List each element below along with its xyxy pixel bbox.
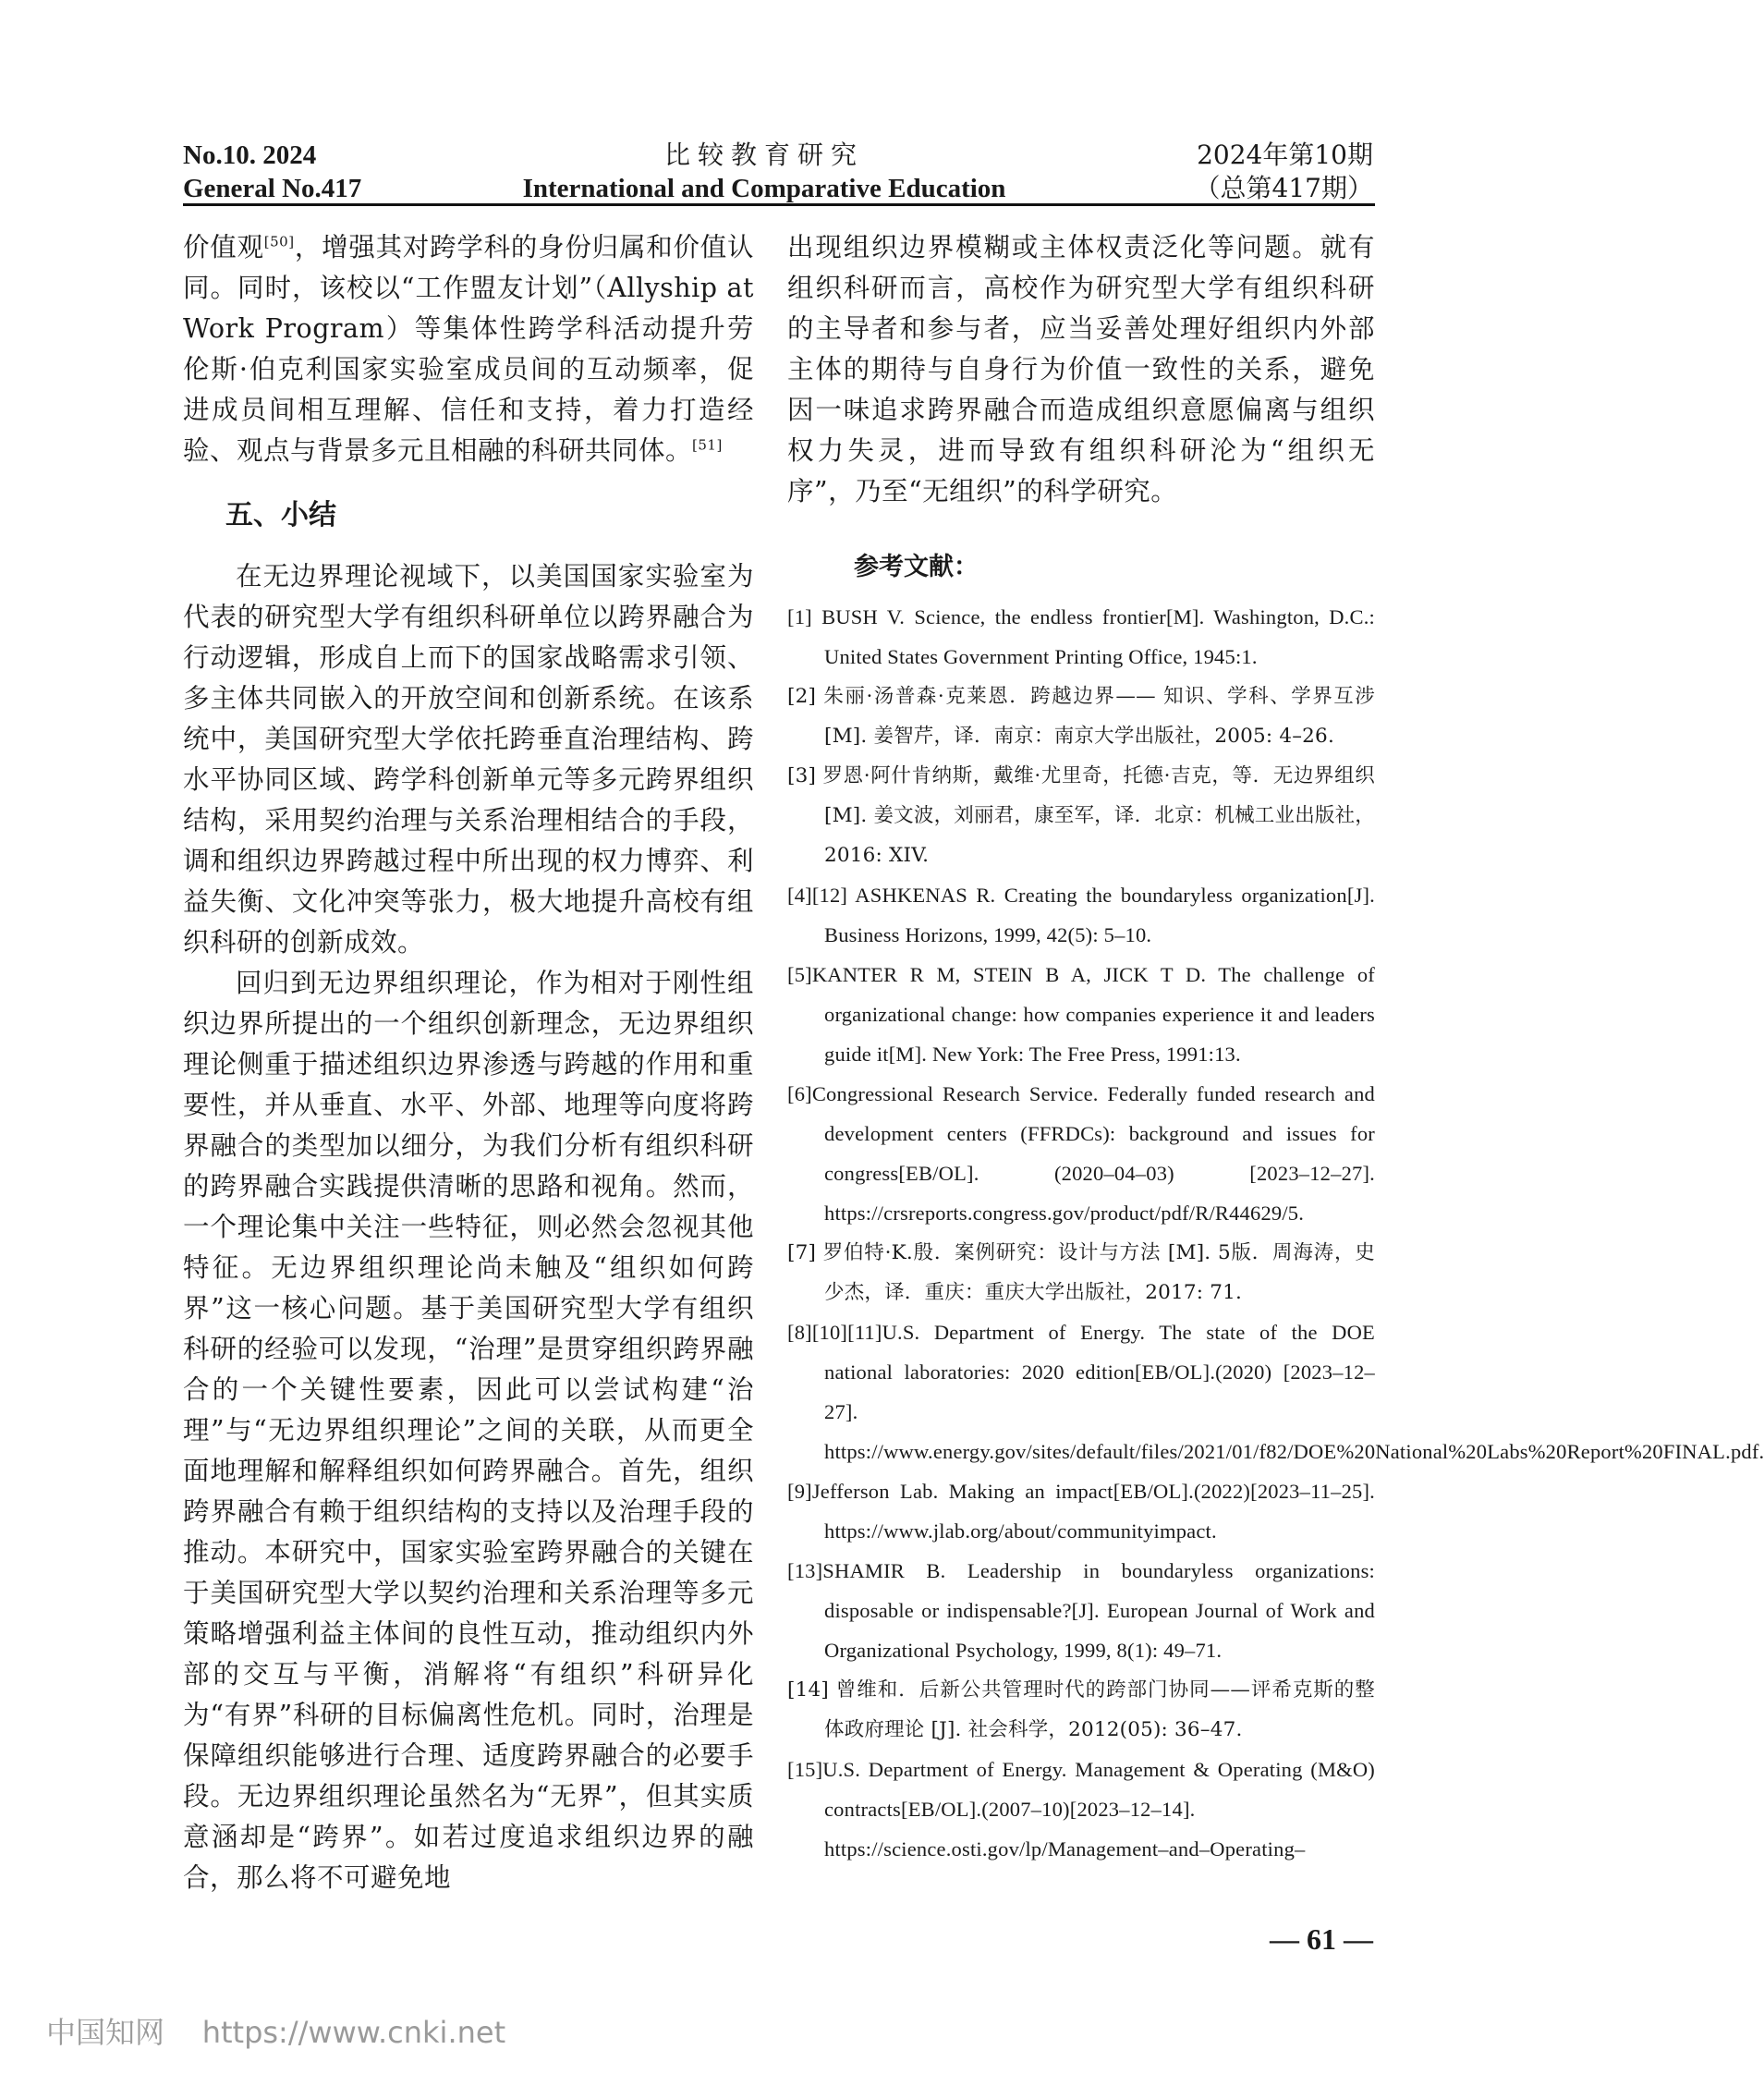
general-number: General No.417 <box>183 174 362 203</box>
left-column <box>183 227 754 1898</box>
journal-issue-right <box>1195 139 1373 205</box>
page-number: — 61 — <box>1270 1922 1373 1956</box>
issue-chinese: 2024年第10期 <box>1197 140 1373 170</box>
header-rule <box>183 203 1375 206</box>
citation-marker[interactable]: [51] <box>692 436 723 454</box>
paragraph-text: 价值观 <box>183 232 264 262</box>
reference-item: [7] 罗伯特·K.殷．案例研究：设计与方法 [M]. 5版．周海涛，史少杰，译．重庆：重庆大学出版社，2017: 71. <box>787 1241 1375 1304</box>
references-list <box>787 597 1764 1869</box>
general-number-chinese: （总第417期） <box>1194 173 1373 203</box>
summary-paragraph-2: 回归到无边界组织理论，作为相对于刚性组织边界所提出的一个组织创新理念，无边界组织理论侧重于描述组织边界渗透与跨越的作用和重要性，并从垂直、水平、外部、地理等向度将跨界融合的类型加以细分，为我们分析有组织科研的跨界融合实践提供清晰的思路和视角。然而，一个理论集中关注一些特征，则必然会忽视其他特征。无边界组织理论尚未触及“组织如何跨界”这一核心问题。基于美国研究型大学有组织科研的经验可以发现，“治理”是贯穿组织跨界融合的一个关键性要素，因此可以尝试构建“治理”与“无边界组织理论”之间的关联，从而更全面地理解和解释组织如何跨界融合。首先，组织跨界融合有赖于组织结构的支持以及治理手段的推动。本研究中，国家实验室跨界融合的关键在于美国研究型大学以契约治理和关系治理等多元策略增强利益主体间的良性互动，推动组织内外部的交互与平衡，消解将“有组织”科研异化为“有界”科研的目标偏离性危机。同时，治理是保障组织能够进行合理、适度跨界融合的必要手段。无边界组织理论虽然名为“无界”，但其实质意涵却是“跨界”。如若过度追求组织边界的融合，那么将不可避免地 <box>183 968 754 1893</box>
reference-item: [2] 朱丽·汤普森·克莱恩．跨越边界—— 知识、学科、学界互涉 [M]. 姜智芹，译．南京：南京大学出版社，2005: 4–26. <box>787 685 1375 748</box>
reference-item: [8][10][11]U.S. Department of Energy. The state of the DOE national laboratories: 2020 edition[EB/OL].(2020) [2023–12–27]. https://www.energy.gov/sites/default/files/2021/01/f82/DOE%20National%20Labs%20Report%20FINAL.pdf. <box>787 1321 1764 1463</box>
reference-item: [15]U.S. Department of Energy. Management & Operating (M&O) contracts[EB/OL].(2007–10)[2023–12–14]. https://science.osti.gov/lp/Management–and–Operating– <box>787 1758 1375 1860</box>
reference-item: [14] 曾维和．后新公共管理时代的跨部门协同——评希克斯的整体政府理论 [J]. 社会科学，2012(05): 36–47. <box>787 1678 1375 1741</box>
journal-title-chinese: 比较教育研究 <box>663 140 864 170</box>
reference-item: [3] 罗恩·阿什肯纳斯，戴维·尤里奇，托德·吉克，等．无边界组织 [M]. 姜文波，刘丽君，康至军，译．北京：机械工业出版社，2016: XIV. <box>787 764 1375 867</box>
cnki-watermark: 中国知网 https://www.cnki.net <box>46 2015 506 2050</box>
reference-item: [4][12] ASHKENAS R. Creating the boundaryless organization[J]. Business Horizons, 1999, 42(5): 5–10. <box>787 884 1375 946</box>
reference-item: [6]Congressional Research Service. Federally funded research and development centers (FFRDCs): background and issues for congress[EB/OL]. (2020–04–03) [2023–12–27]. https://crsreports.congress.gov/product/pdf/R/R44629/5. <box>787 1082 1375 1225</box>
paragraph-text: ，增强其对跨学科的身份归属和价值认同。同时，该校以“工作盟友计划”（Allyship at Work Program）等集体性跨学科活动提升劳伦斯·伯克利国家实验室成员间的互动频率，促进成员间相互理解、信任和支持，着力打造经验、观点与背景多元且相融的科研共同体。 <box>183 232 754 466</box>
references-heading: 参考文献： <box>854 553 979 581</box>
paragraph-continued <box>183 227 754 471</box>
paragraph-continued: 出现组织边界模糊或主体权责泛化等问题。就有组织科研而言，高校作为研究型大学有组织科研的主导者和参与者，应当妥善处理好组织内外部主体的期待与自身行为价值一致性的关系，避免因一味追求跨界融合而造成组织意愿偏离与组织权力失灵，进而导致有组织科研沦为“组织无序”，乃至“无组织”的科学研究。 <box>787 232 1375 506</box>
reference-item: [1] BUSH V. Science, the endless frontier[M]. Washington, D.C.: United States Government Printing Office, 1945:1. <box>787 605 1375 668</box>
citation-marker[interactable]: [50] <box>263 233 295 250</box>
section-heading: 五、小结 <box>225 499 336 531</box>
summary-paragraph-1: 在无边界理论视域下，以美国国家实验室为代表的研究型大学有组织科研单位以跨界融合为行动逻辑，形成自上而下的国家战略需求引领、多主体共同嵌入的开放空间和创新系统。在该系统中，美国研究型大学依托跨垂直治理结构、跨水平协同区域、跨学科创新单元等多元跨界组织结构，采用契约治理与关系治理相结合的手段，调和组织边界跨越过程中所出现的权力博弈、利益失衡、文化冲突等张力，极大地提升高校有组织科研的创新成效。 <box>183 561 754 958</box>
reference-item: [13]SHAMIR B. Leadership in boundaryless organizations: disposable or indispensable?[J]. European Journal of Work and Organizational Psychology, 1999, 8(1): 49–71. <box>787 1559 1375 1662</box>
right-column <box>787 227 1764 1869</box>
reference-item: [9]Jefferson Lab. Making an impact[EB/OL].(2022)[2023–11–25]. https://www.jlab.org/about/communityimpact. <box>787 1480 1375 1543</box>
journal-title-english: International and Comparative Education <box>522 174 1006 203</box>
issue-number: No.10. 2024 <box>183 140 317 170</box>
reference-item: [5]KANTER R M, STEIN B A, JICK T D. The challenge of organizational change: how companies experience it and leaders guide it[M]. New York: The Free Press, 1991:13. <box>787 963 1375 1066</box>
